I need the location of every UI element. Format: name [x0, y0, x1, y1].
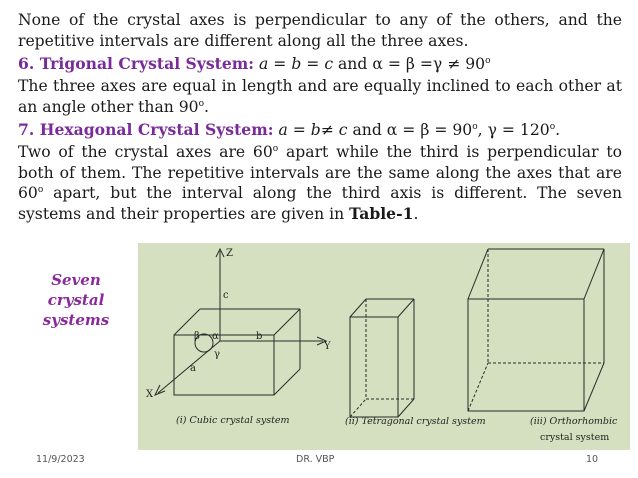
hexagonal-heading-line — [18, 120, 622, 140]
paragraph-hexagonal-desc: Two of the crystal axes are 60$^o$ apart while the third is perpendicular to both of them. The repetitive intervals are the same along the axes that are 60$^o$ apart, but the interval along the third axis is different. The seven systems and their properties are given in Table-1. — [18, 143, 623, 223]
label-c: c — [223, 290, 229, 301]
paragraph-trigonal-desc: The three axes are equal in length and are equally inclined to each other at an angle other than 90$^o$. — [18, 77, 622, 116]
cubic-diagram — [155, 249, 326, 395]
axis-z-label: Z — [226, 248, 233, 259]
footer-author: DR. VBP — [296, 454, 335, 465]
axis-x-label: X — [146, 389, 154, 400]
orthorhombic-diagram — [468, 249, 604, 411]
label-beta: β — [194, 331, 200, 342]
trigonal-heading-line — [18, 54, 622, 74]
paragraph-axes-intro: None of the crystal axes is perpendicular to any of the others, and the repetitive intervals are different along all the three axes. — [18, 11, 622, 50]
hexagonal-title: 7. Hexagonal Crystal System: — [18, 120, 274, 139]
label-alpha: α — [212, 331, 219, 342]
label-a: a — [190, 363, 196, 374]
tetragonal-diagram — [350, 299, 414, 417]
hexagonal-formula: a = b≠ c and α = β = 90$^o$, γ = 120$^o$. — [278, 121, 561, 139]
axis-y-label: Y — [324, 341, 331, 352]
label-gamma: γ — [214, 349, 220, 360]
trigonal-title: 6. Trigonal Crystal System: — [18, 54, 255, 73]
crystal-diagrams — [138, 243, 630, 450]
caption-cubic: (i) Cubic crystal system — [176, 415, 290, 426]
footer-date: 11/9/2023 — [36, 454, 85, 465]
caption-orthorhombic-2: crystal system — [540, 432, 610, 443]
table-reference: Table-1 — [349, 203, 414, 223]
crystal-systems-figure — [138, 243, 630, 450]
side-caption: Seven crystal systems — [42, 271, 110, 329]
caption-tetragonal: (ii) Tetragonal crystal system — [345, 416, 486, 427]
caption-orthorhombic-1: (iii) Orthorhombic — [530, 416, 618, 427]
label-b: b — [256, 331, 263, 342]
footer-page-number: 10 — [586, 454, 599, 465]
slide-content — [18, 10, 622, 224]
trigonal-formula: a = b = c and α = β =γ ≠ 90$^o$ — [259, 55, 491, 73]
